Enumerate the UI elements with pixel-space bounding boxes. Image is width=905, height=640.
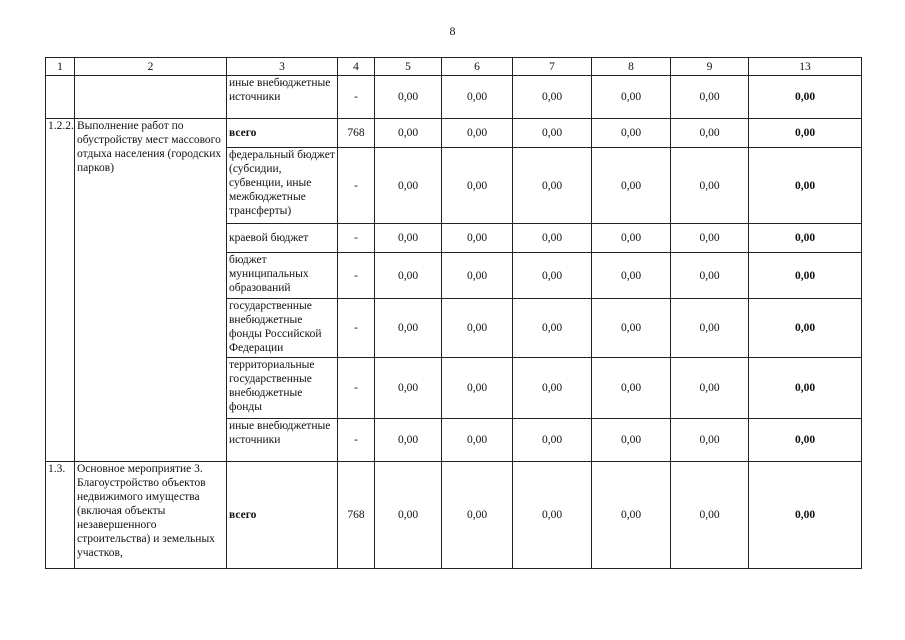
column-number: 4 [338,58,375,76]
item-name-cell: Основное мероприятие 3. Благоустройство объектов недвижимого имущества (включая объекты незавершенного строительства) и земельных участков, [75,462,227,569]
column-number: 9 [671,58,749,76]
value-cell: 0,00 [375,358,442,419]
code-cell: 768 [338,119,375,148]
code-cell: - [338,299,375,358]
total-cell: 0,00 [749,148,862,224]
item-name-cell: Выполнение работ по обустройству мест массового отдыха населения (городских парков) [75,119,227,462]
item-name-cell [75,76,227,119]
value-cell: 0,00 [442,358,513,419]
code-cell: - [338,358,375,419]
funding-source-cell: всего [227,462,338,569]
funding-source-cell: территориальные государственные внебюджетные фонды [227,358,338,419]
column-number: 6 [442,58,513,76]
value-cell: 0,00 [592,253,671,299]
column-number: 2 [75,58,227,76]
value-cell: 0,00 [671,358,749,419]
total-cell: 0,00 [749,462,862,569]
item-number-cell: 1.2.2. [46,119,75,462]
value-cell: 0,00 [375,76,442,119]
table-row [46,119,862,148]
value-cell: 0,00 [592,148,671,224]
value-cell: 0,00 [592,419,671,462]
value-cell: 0,00 [442,224,513,253]
column-number: 8 [592,58,671,76]
column-number-row [46,58,862,76]
funding-source-cell: всего [227,119,338,148]
funding-source-cell: иные внебюджетные источники [227,76,338,119]
total-cell: 0,00 [749,358,862,419]
value-cell: 0,00 [592,462,671,569]
code-cell: 768 [338,462,375,569]
value-cell: 0,00 [513,299,592,358]
value-cell: 0,00 [375,119,442,148]
value-cell: 0,00 [671,148,749,224]
value-cell: 0,00 [442,419,513,462]
column-number: 13 [749,58,862,76]
table-row [46,76,862,119]
column-number: 1 [46,58,75,76]
value-cell: 0,00 [671,462,749,569]
value-cell: 0,00 [513,224,592,253]
total-cell: 0,00 [749,224,862,253]
value-cell: 0,00 [375,148,442,224]
column-number: 3 [227,58,338,76]
total-cell: 0,00 [749,119,862,148]
value-cell: 0,00 [375,224,442,253]
value-cell: 0,00 [513,462,592,569]
page-number: 8 [449,24,456,38]
table-row [46,462,862,569]
value-cell: 0,00 [513,76,592,119]
column-number: 5 [375,58,442,76]
value-cell: 0,00 [592,119,671,148]
value-cell: 0,00 [442,462,513,569]
total-cell: 0,00 [749,299,862,358]
code-cell: - [338,253,375,299]
funding-source-cell: краевой бюджет [227,224,338,253]
column-number: 7 [513,58,592,76]
funding-source-cell: иные внебюджетные источники [227,419,338,462]
value-cell: 0,00 [442,148,513,224]
value-cell: 0,00 [442,119,513,148]
value-cell: 0,00 [442,299,513,358]
total-cell: 0,00 [749,253,862,299]
value-cell: 0,00 [513,148,592,224]
value-cell: 0,00 [671,419,749,462]
value-cell: 0,00 [513,419,592,462]
value-cell: 0,00 [442,253,513,299]
funding-source-cell: бюджет муниципальных образований [227,253,338,299]
value-cell: 0,00 [375,253,442,299]
item-number-cell: 1.3. [46,462,75,569]
code-cell: - [338,76,375,119]
value-cell: 0,00 [592,224,671,253]
value-cell: 0,00 [592,358,671,419]
value-cell: 0,00 [671,76,749,119]
value-cell: 0,00 [671,299,749,358]
item-number-cell [46,76,75,119]
value-cell: 0,00 [671,224,749,253]
value-cell: 0,00 [592,299,671,358]
code-cell: - [338,224,375,253]
value-cell: 0,00 [513,119,592,148]
value-cell: 0,00 [442,76,513,119]
value-cell: 0,00 [375,299,442,358]
value-cell: 0,00 [671,253,749,299]
total-cell: 0,00 [749,76,862,119]
code-cell: - [338,419,375,462]
funding-source-cell: федеральный бюджет (субсидии, субвенции, иные межбюджетные трансферты) [227,148,338,224]
total-cell: 0,00 [749,419,862,462]
value-cell: 0,00 [513,253,592,299]
budget-table [45,57,862,569]
funding-source-cell: государственные внебюджетные фонды Российской Федерации [227,299,338,358]
value-cell: 0,00 [375,419,442,462]
code-cell: - [338,148,375,224]
value-cell: 0,00 [592,76,671,119]
value-cell: 0,00 [513,358,592,419]
value-cell: 0,00 [375,462,442,569]
value-cell: 0,00 [671,119,749,148]
